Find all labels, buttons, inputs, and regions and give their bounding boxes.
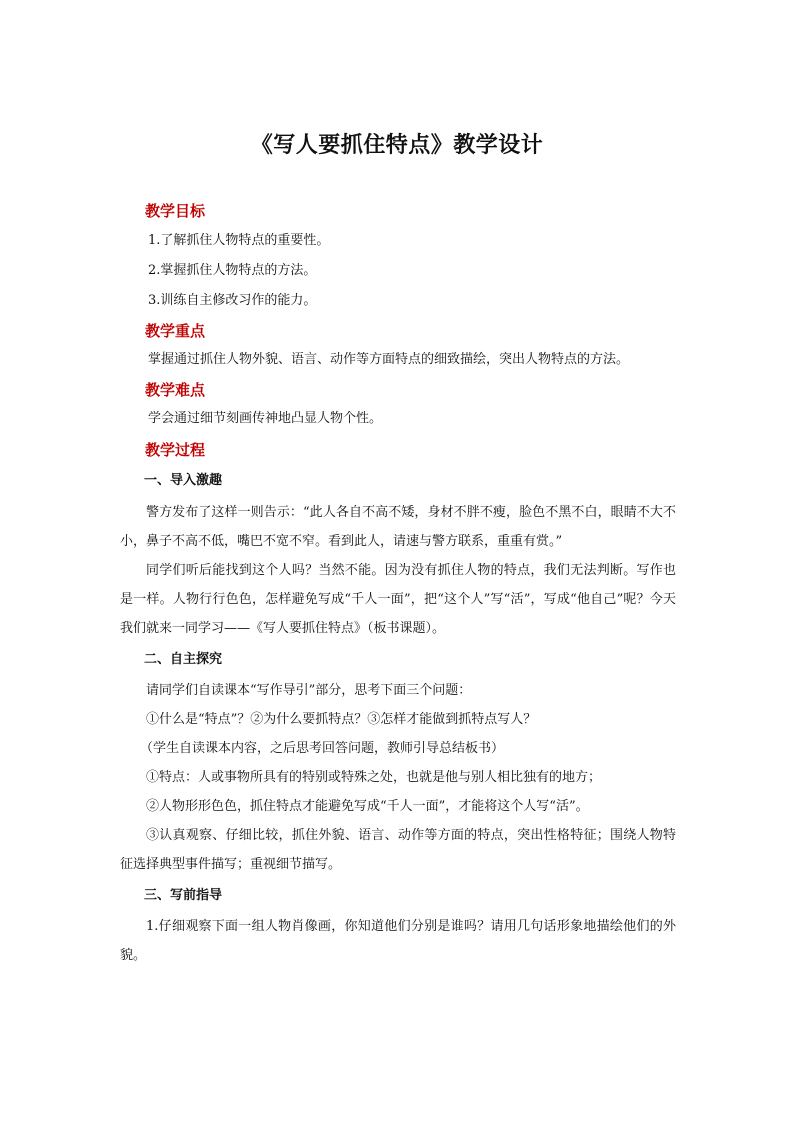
goal-item-3: 3.训练自主修改习作的能力。 (148, 293, 317, 308)
process-part1-paragraph-2: 同学们听后能找到这个人吗？当然不能。因为没有抓住人物的特点，我们无法判断。写作也是一样。人物行行色色，怎样避免写成“千人一面”，把“这个人”写“活”，写成“他自己”呢？今天我们就来一同学习——《写人要抓住特点》（板书课题）。 (120, 563, 676, 636)
section-heading-key: 教学重点 (145, 322, 206, 340)
difficult-text: 学会通过细节刻画传神地凸显人物个性。 (148, 411, 383, 426)
process-part2-paragraph-3: （学生自读课本内容，之后思考回答问题，教师引导总结板书） (140, 741, 505, 756)
document-title: 《写人要抓住特点》教学设计 (250, 133, 544, 158)
document-body (120, 200, 676, 970)
process-part1-title: 一、导入激趣 (144, 473, 223, 488)
process-part2-title: 二、自主探究 (144, 652, 223, 667)
process-part2-paragraph-6: ③认真观察、仔细比较，抓住外貌、语言、动作等方面的特点，突出性格特征；围绕人物特征选择典型事件描写；重视细节描写。 (120, 828, 676, 872)
process-part3-title: 三、写前指导 (144, 888, 223, 903)
process-part2-paragraph-5: ②人物形形色色，抓住特点才能避免写成“千人一面”，才能将这个人写“活”。 (146, 799, 589, 814)
process-part2-paragraph-2: ①什么是“特点”？②为什么要抓特点？③怎样才能做到抓特点写人？ (146, 712, 537, 727)
key-text: 掌握通过抓住人物外貌、语言、动作等方面特点的细致描绘，突出人物特点的方法。 (148, 352, 630, 367)
process-part3-paragraph-1: 1.仔细观察下面一组人物肖像画，你知道他们分别是谁吗？请用几句话形象地描绘他们的外貌。 (120, 919, 676, 963)
goal-item-2: 2.掌握抓住人物特点的方法。 (148, 263, 317, 278)
goal-item-1: 1.了解抓住人物特点的重要性。 (148, 233, 330, 248)
section-heading-goals: 教学目标 (145, 202, 206, 220)
section-heading-difficult: 教学难点 (145, 381, 206, 399)
process-part2-paragraph-1: 请同学们自读课本“写作导引”部分，思考下面三个问题： (146, 683, 472, 698)
process-part2-paragraph-4: ①特点：人或事物所具有的特别或特殊之处，也就是他与别人相比独有的地方； (146, 770, 602, 785)
section-heading-process: 教学过程 (145, 441, 206, 459)
process-part1-paragraph-1: 警方发布了这样一则告示：“此人各自不高不矮，身材不胖不瘦，脸色不黑不白，眼睛不大不小，鼻子不高不低，嘴巴不宽不窄。看到此人，请速与警方联系，重重有赏。” (120, 505, 676, 549)
